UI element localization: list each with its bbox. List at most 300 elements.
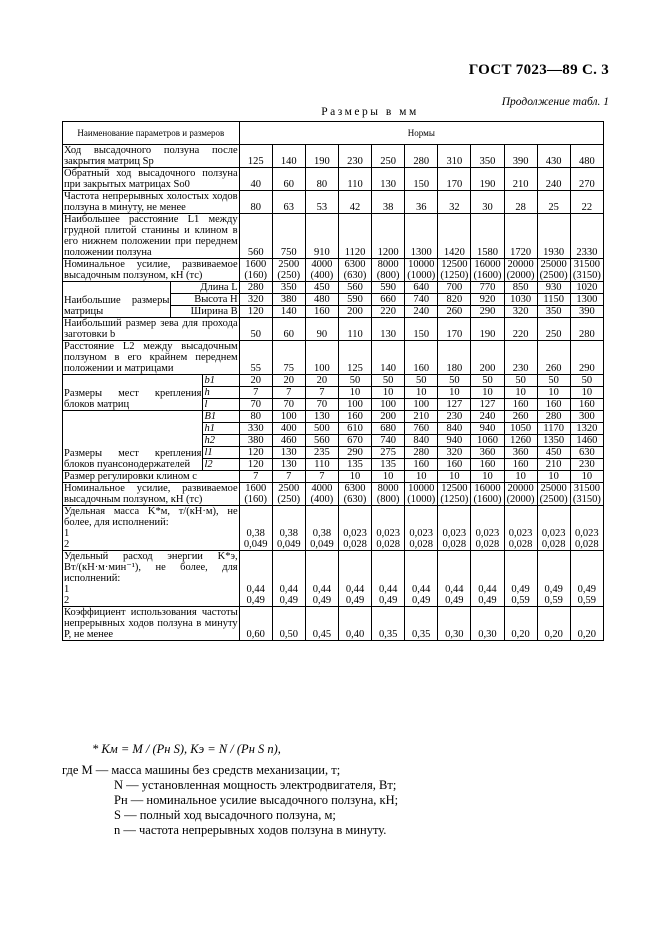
footnote-def-m: где M — масса машины без средств механизации, т; xyxy=(62,763,341,777)
value-cell: 1600 (160) xyxy=(239,483,272,506)
sub-label: Высота H xyxy=(171,294,239,306)
value-cell: 1720 xyxy=(504,214,537,259)
value-cell: 130 xyxy=(272,447,305,459)
value-cell: 170 xyxy=(438,168,471,191)
value-cell: 300 xyxy=(570,411,603,423)
value-cell: 360 xyxy=(471,447,504,459)
value-cell: 220 xyxy=(504,318,537,341)
value-cell: 110 xyxy=(338,318,371,341)
value-cell: 50 xyxy=(239,318,272,341)
footnote-formula: * Kм = M / (Pн S), Kэ = N / (Pн S n), xyxy=(92,742,281,756)
value-cell: 230 xyxy=(570,459,603,471)
value-cell: 7 xyxy=(272,471,305,483)
value-cell: 70 xyxy=(272,399,305,411)
value-cell: 31500 (3150) xyxy=(570,483,603,506)
value-cell: 10 xyxy=(504,387,537,399)
value-cell: 235 xyxy=(305,447,338,459)
value-cell: 20 xyxy=(305,375,338,387)
value-cell: 250 xyxy=(537,318,570,341)
value-cell: 12500 (1250) xyxy=(438,259,471,282)
value-cell: 230 xyxy=(338,145,371,168)
value-cell: 170 xyxy=(438,318,471,341)
value-cell: 680 xyxy=(372,423,405,435)
value-cell: 390 xyxy=(570,306,603,318)
table-row xyxy=(63,607,604,641)
value-cell: 2500 (250) xyxy=(272,483,305,506)
value-cell: 28 xyxy=(504,191,537,214)
symbol-label: h xyxy=(203,387,239,399)
value-cell: 7 xyxy=(305,387,338,399)
table-row xyxy=(63,411,604,423)
value-cell: 280 xyxy=(405,447,438,459)
value-cell: 120 xyxy=(239,447,272,459)
value-cell: 260 xyxy=(504,411,537,423)
value-cell: 210 xyxy=(405,411,438,423)
value-cell: 22 xyxy=(570,191,603,214)
value-cell: 770 xyxy=(471,282,504,294)
value-cell: 4000 (400) xyxy=(305,259,338,282)
value-cell: 40 xyxy=(239,168,272,191)
value-cell: 240 xyxy=(405,306,438,318)
value-cell: 280 xyxy=(239,282,272,294)
value-cell: 280 xyxy=(570,318,603,341)
value-cell: 10 xyxy=(405,387,438,399)
value-cell: 0,40 xyxy=(338,607,371,641)
value-cell: 460 xyxy=(272,435,305,447)
value-cell: 55 xyxy=(239,341,272,375)
value-cell: 1350 xyxy=(537,435,570,447)
value-cell: 0,35 xyxy=(405,607,438,641)
value-cell: 0,023 0,028 xyxy=(438,506,471,551)
value-cell: 70 xyxy=(239,399,272,411)
value-cell: 0,38 0,049 xyxy=(272,506,305,551)
value-cell: 320 xyxy=(239,294,272,306)
value-cell: 90 xyxy=(305,318,338,341)
table-header-row xyxy=(63,122,604,145)
value-cell: 450 xyxy=(537,447,570,459)
value-cell: 1030 xyxy=(504,294,537,306)
symbol-label: b1 xyxy=(203,375,239,387)
value-cell: 0,45 xyxy=(305,607,338,641)
value-cell: 160 xyxy=(471,459,504,471)
value-cell: 53 xyxy=(305,191,338,214)
value-cell: 8000 (800) xyxy=(372,483,405,506)
value-cell: 840 xyxy=(405,435,438,447)
value-cell: 0,30 xyxy=(438,607,471,641)
table-row xyxy=(63,471,604,483)
header-norms: Нормы xyxy=(239,122,603,145)
units-caption: Размеры в мм xyxy=(321,106,419,118)
value-cell: 0,023 0,028 xyxy=(405,506,438,551)
value-cell: 0,023 0,028 xyxy=(372,506,405,551)
value-cell: 280 xyxy=(537,411,570,423)
footnotes xyxy=(62,742,622,838)
value-cell: 0,44 0,49 xyxy=(239,551,272,607)
value-cell: 50 xyxy=(570,375,603,387)
group-label: Размеры мест крепления блоков матриц xyxy=(63,375,203,411)
value-cell: 210 xyxy=(537,459,570,471)
value-cell: 7 xyxy=(305,471,338,483)
value-cell: 2500 (250) xyxy=(272,259,305,282)
value-cell: 80 xyxy=(239,191,272,214)
value-cell: 1150 xyxy=(537,294,570,306)
row-label: Частота непрерывных холостых ходов ползуна в минуту, не менее xyxy=(64,191,238,213)
value-cell: 140 xyxy=(272,306,305,318)
table-row xyxy=(63,341,604,375)
value-cell: 350 xyxy=(537,306,570,318)
row-label: Размер регулировки клином c xyxy=(63,471,240,483)
value-cell: 160 xyxy=(570,399,603,411)
value-cell: 920 xyxy=(471,294,504,306)
value-cell: 840 xyxy=(438,423,471,435)
row-label: Ход высадочного ползуна после закрытия матриц Sp xyxy=(64,145,238,167)
value-cell: 50 xyxy=(438,375,471,387)
value-cell: 135 xyxy=(338,459,371,471)
value-cell: 350 xyxy=(272,282,305,294)
value-cell: 0,44 0,49 xyxy=(272,551,305,607)
value-cell: 290 xyxy=(471,306,504,318)
value-cell: 230 xyxy=(438,411,471,423)
value-cell: 20000 (2000) xyxy=(504,483,537,506)
value-cell: 180 xyxy=(438,341,471,375)
table-row xyxy=(63,375,604,387)
value-cell: 50 xyxy=(405,375,438,387)
value-cell: 0,38 0,049 xyxy=(239,506,272,551)
value-cell: 10 xyxy=(471,471,504,483)
value-cell: 0,20 xyxy=(504,607,537,641)
value-cell: 120 xyxy=(239,306,272,318)
value-cell: 400 xyxy=(272,423,305,435)
value-cell: 0,023 0,028 xyxy=(570,506,603,551)
value-cell: 660 xyxy=(372,294,405,306)
value-cell: 190 xyxy=(471,318,504,341)
value-cell: 7 xyxy=(239,471,272,483)
value-cell: 640 xyxy=(405,282,438,294)
value-cell: 25 xyxy=(537,191,570,214)
value-cell: 60 xyxy=(272,318,305,341)
value-cell: 10 xyxy=(405,471,438,483)
value-cell: 750 xyxy=(272,214,305,259)
symbol-label: h1 xyxy=(203,423,239,435)
value-cell: 10 xyxy=(338,471,371,483)
value-cell: 930 xyxy=(537,282,570,294)
value-cell: 940 xyxy=(471,423,504,435)
value-cell: 240 xyxy=(537,168,570,191)
value-cell: 140 xyxy=(372,341,405,375)
value-cell: 740 xyxy=(372,435,405,447)
value-cell: 50 xyxy=(504,375,537,387)
value-cell: 20000 (2000) xyxy=(504,259,537,282)
value-cell: 290 xyxy=(570,341,603,375)
value-cell: 160 xyxy=(338,411,371,423)
value-cell: 190 xyxy=(305,145,338,168)
value-cell: 10 xyxy=(570,387,603,399)
value-cell: 1260 xyxy=(504,435,537,447)
value-cell: 500 xyxy=(305,423,338,435)
value-cell: 1300 xyxy=(405,214,438,259)
value-cell: 100 xyxy=(405,399,438,411)
value-cell: 10 xyxy=(438,387,471,399)
value-cell: 590 xyxy=(338,294,371,306)
value-cell: 700 xyxy=(438,282,471,294)
table-row xyxy=(63,506,604,551)
value-cell: 130 xyxy=(305,411,338,423)
value-cell: 940 xyxy=(438,435,471,447)
value-cell: 160 xyxy=(438,459,471,471)
value-cell: 160 xyxy=(504,399,537,411)
row-label: Номинальное усилие, развиваемое высадочным ползуном, кН (тс) xyxy=(64,259,238,281)
value-cell: 127 xyxy=(471,399,504,411)
value-cell: 25000 (2500) xyxy=(537,259,570,282)
table-row xyxy=(63,259,604,282)
value-cell: 80 xyxy=(305,168,338,191)
value-cell: 0,49 0,59 xyxy=(570,551,603,607)
value-cell: 0,44 0,49 xyxy=(405,551,438,607)
value-cell: 910 xyxy=(305,214,338,259)
value-cell: 10 xyxy=(537,387,570,399)
value-cell: 270 xyxy=(570,168,603,191)
value-cell: 320 xyxy=(504,306,537,318)
table-row xyxy=(63,318,604,341)
value-cell: 210 xyxy=(504,168,537,191)
value-cell: 8000 (800) xyxy=(372,259,405,282)
value-cell: 560 xyxy=(305,435,338,447)
value-cell: 275 xyxy=(372,447,405,459)
value-cell: 1420 xyxy=(438,214,471,259)
value-cell: 450 xyxy=(305,282,338,294)
value-cell: 0,023 0,028 xyxy=(537,506,570,551)
value-cell: 330 xyxy=(239,423,272,435)
value-cell: 1050 xyxy=(504,423,537,435)
value-cell: 850 xyxy=(504,282,537,294)
value-cell: 360 xyxy=(504,447,537,459)
group-label: Наибольшие размеры матрицы xyxy=(63,282,171,318)
table-row xyxy=(63,483,604,506)
value-cell: 560 xyxy=(239,214,272,259)
value-cell: 1120 xyxy=(338,214,371,259)
footnote-def-s: S — полный ход высадочного ползуна, м; xyxy=(114,808,336,822)
value-cell: 160 xyxy=(537,399,570,411)
value-cell: 1200 xyxy=(372,214,405,259)
value-cell: 1460 xyxy=(570,435,603,447)
row-label: Наибольший размер зева для прохода заготовки b xyxy=(64,318,238,340)
value-cell: 10 xyxy=(338,387,371,399)
value-cell: 240 xyxy=(471,411,504,423)
value-cell: 350 xyxy=(471,145,504,168)
row-label: Расстояние L2 между высадочным ползуном в его крайнем переднем положении и матрицами xyxy=(64,341,238,374)
value-cell: 0,44 0,49 xyxy=(438,551,471,607)
specification-table xyxy=(62,121,604,641)
value-cell: 10 xyxy=(537,471,570,483)
value-cell: 50 xyxy=(372,375,405,387)
value-cell: 6300 (630) xyxy=(338,259,371,282)
value-cell: 150 xyxy=(405,168,438,191)
value-cell: 1020 xyxy=(570,282,603,294)
table-continuation-note: Продолжение табл. 1 xyxy=(501,96,609,108)
value-cell: 430 xyxy=(537,145,570,168)
value-cell: 2330 xyxy=(570,214,603,259)
value-cell: 31500 (3150) xyxy=(570,259,603,282)
value-cell: 0,44 0,49 xyxy=(372,551,405,607)
value-cell: 36 xyxy=(405,191,438,214)
row-label: Удельный расход энергии K*э, Вт/(кН·м·мин⁻¹), не более, для исполнений: 1 2 xyxy=(64,551,238,606)
row-label: Обратный ход высадочного ползуна при закрытых матрицах So0 xyxy=(64,168,238,190)
value-cell: 130 xyxy=(372,318,405,341)
value-cell: 1930 xyxy=(537,214,570,259)
table-row xyxy=(63,282,604,294)
value-cell: 10 xyxy=(372,471,405,483)
value-cell: 0,50 xyxy=(272,607,305,641)
sub-label: Длина L xyxy=(171,282,239,294)
header-param: Наименование параметров и размеров xyxy=(63,122,240,145)
value-cell: 127 xyxy=(438,399,471,411)
value-cell: 110 xyxy=(305,459,338,471)
value-cell: 0,35 xyxy=(372,607,405,641)
value-cell: 160 xyxy=(405,459,438,471)
value-cell: 480 xyxy=(570,145,603,168)
value-cell: 560 xyxy=(338,282,371,294)
value-cell: 7 xyxy=(272,387,305,399)
value-cell: 0,023 0,028 xyxy=(471,506,504,551)
value-cell: 820 xyxy=(438,294,471,306)
value-cell: 630 xyxy=(570,447,603,459)
value-cell: 380 xyxy=(239,435,272,447)
value-cell: 32 xyxy=(438,191,471,214)
value-cell: 670 xyxy=(338,435,371,447)
value-cell: 100 xyxy=(338,399,371,411)
row-label: Наибольшее расстояние L1 между грудной плитой станины и клином в его нижнем положении при переднем положении ползуна xyxy=(64,214,238,258)
value-cell: 0,60 xyxy=(239,607,272,641)
value-cell: 250 xyxy=(372,145,405,168)
value-cell: 160 xyxy=(504,459,537,471)
value-cell: 200 xyxy=(338,306,371,318)
value-cell: 150 xyxy=(405,318,438,341)
value-cell: 0,38 0,049 xyxy=(305,506,338,551)
value-cell: 20 xyxy=(239,375,272,387)
value-cell: 16000 (1600) xyxy=(471,483,504,506)
value-cell: 740 xyxy=(405,294,438,306)
value-cell: 1320 xyxy=(570,423,603,435)
value-cell: 100 xyxy=(305,341,338,375)
value-cell: 1170 xyxy=(537,423,570,435)
value-cell: 10000 (1000) xyxy=(405,259,438,282)
value-cell: 0,44 0,49 xyxy=(305,551,338,607)
value-cell: 390 xyxy=(504,145,537,168)
value-cell: 0,49 0,59 xyxy=(537,551,570,607)
value-cell: 110 xyxy=(338,168,371,191)
value-cell: 12500 (1250) xyxy=(438,483,471,506)
value-cell: 0,20 xyxy=(570,607,603,641)
value-cell: 16000 (1600) xyxy=(471,259,504,282)
value-cell: 63 xyxy=(272,191,305,214)
value-cell: 120 xyxy=(239,459,272,471)
value-cell: 190 xyxy=(471,168,504,191)
table-row xyxy=(63,168,604,191)
value-cell: 10000 (1000) xyxy=(405,483,438,506)
symbol-label: h2 xyxy=(203,435,239,447)
value-cell: 0,023 0,028 xyxy=(338,506,371,551)
value-cell: 200 xyxy=(372,411,405,423)
value-cell: 75 xyxy=(272,341,305,375)
value-cell: 10 xyxy=(504,471,537,483)
value-cell: 760 xyxy=(405,423,438,435)
value-cell: 160 xyxy=(305,306,338,318)
row-label: Удельная масса K*м, т/(кН·м), не более, для исполнений: 1 2 xyxy=(64,506,238,550)
value-cell: 0,44 0,49 xyxy=(338,551,371,607)
sub-label: Ширина B xyxy=(171,306,239,318)
value-cell: 10 xyxy=(372,387,405,399)
value-cell: 50 xyxy=(338,375,371,387)
value-cell: 480 xyxy=(305,294,338,306)
table-row xyxy=(63,214,604,259)
value-cell: 610 xyxy=(338,423,371,435)
value-cell: 0,20 xyxy=(537,607,570,641)
footnote-def-n: N — установленная мощность электродвигателя, Вт; xyxy=(114,778,397,792)
table-row xyxy=(63,145,604,168)
table-row xyxy=(63,191,604,214)
value-cell: 310 xyxy=(438,145,471,168)
symbol-label: l2 xyxy=(203,459,239,471)
value-cell: 260 xyxy=(438,306,471,318)
value-cell: 135 xyxy=(372,459,405,471)
value-cell: 260 xyxy=(537,341,570,375)
value-cell: 0,023 0,028 xyxy=(504,506,537,551)
value-cell: 10 xyxy=(471,387,504,399)
value-cell: 20 xyxy=(272,375,305,387)
value-cell: 4000 (400) xyxy=(305,483,338,506)
value-cell: 1600 (160) xyxy=(239,259,272,282)
value-cell: 100 xyxy=(372,399,405,411)
footnote-def-pn: Pн — номинальное усилие высадочного ползуна, кН; xyxy=(114,793,399,807)
value-cell: 50 xyxy=(471,375,504,387)
value-cell: 140 xyxy=(272,145,305,168)
row-label: Коэффициент использования частоты непрерывных ходов ползуна в минуту P, не менее xyxy=(64,607,238,640)
value-cell: 590 xyxy=(372,282,405,294)
value-cell: 220 xyxy=(372,306,405,318)
value-cell: 0,44 0,49 xyxy=(471,551,504,607)
value-cell: 25000 (2500) xyxy=(537,483,570,506)
value-cell: 42 xyxy=(338,191,371,214)
value-cell: 1060 xyxy=(471,435,504,447)
symbol-label: B1 xyxy=(203,411,239,423)
value-cell: 30 xyxy=(471,191,504,214)
value-cell: 200 xyxy=(471,341,504,375)
row-label: Номинальное усилие, развиваемое высадочным ползуном, кН (тс) xyxy=(64,483,238,505)
value-cell: 1580 xyxy=(471,214,504,259)
page-header: ГОСТ 7023—89 С. 3 xyxy=(468,62,609,78)
value-cell: 60 xyxy=(272,168,305,191)
value-cell: 1300 xyxy=(570,294,603,306)
table-row xyxy=(63,551,604,607)
value-cell: 50 xyxy=(537,375,570,387)
value-cell: 10 xyxy=(570,471,603,483)
value-cell: 6300 (630) xyxy=(338,483,371,506)
value-cell: 160 xyxy=(405,341,438,375)
value-cell: 70 xyxy=(305,399,338,411)
value-cell: 125 xyxy=(239,145,272,168)
value-cell: 10 xyxy=(438,471,471,483)
value-cell: 230 xyxy=(504,341,537,375)
group-label: Размеры мест крепления блоков пуансонодержателей xyxy=(63,411,203,471)
table-body xyxy=(63,145,604,641)
value-cell: 380 xyxy=(272,294,305,306)
value-cell: 100 xyxy=(272,411,305,423)
value-cell: 80 xyxy=(239,411,272,423)
value-cell: 125 xyxy=(338,341,371,375)
value-cell: 130 xyxy=(272,459,305,471)
symbol-label: l1 xyxy=(203,447,239,459)
value-cell: 320 xyxy=(438,447,471,459)
